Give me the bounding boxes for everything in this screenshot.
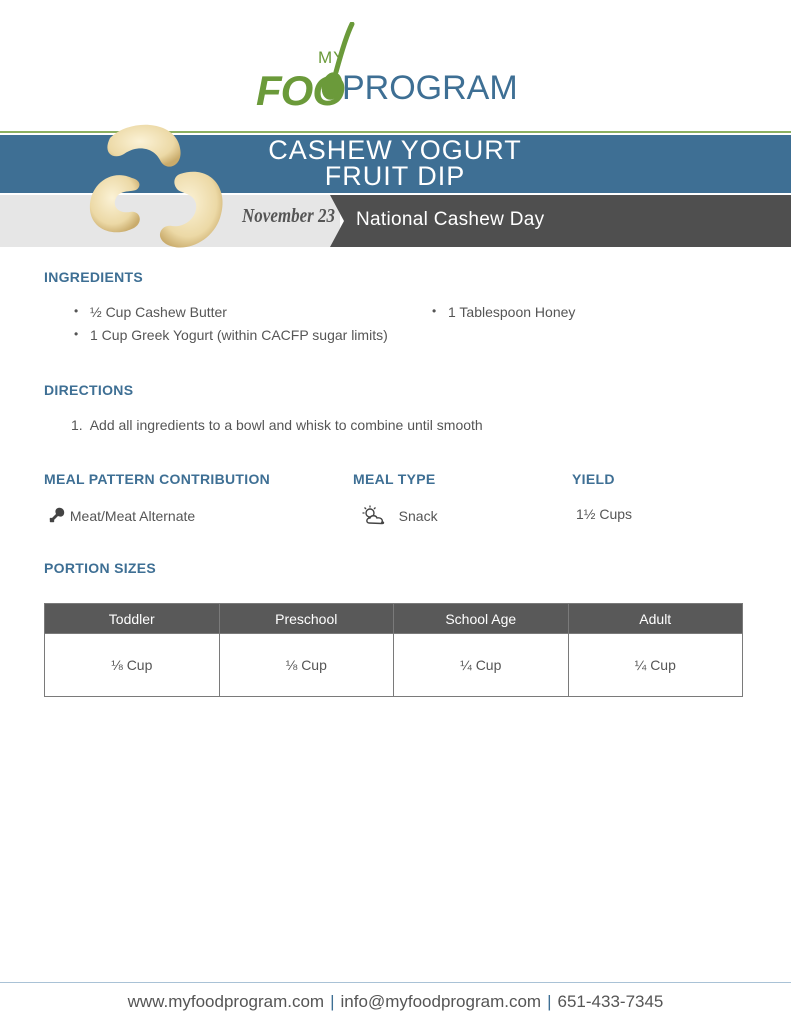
column-header-preschool: Preschool xyxy=(219,604,394,634)
logo-foo-text: FOO xyxy=(256,67,344,114)
drumstick-icon xyxy=(48,506,66,524)
table-row xyxy=(45,634,743,697)
logo-program-text: PROGRAM xyxy=(342,69,518,107)
recipe-title-line1: CASHEW YOGURT xyxy=(268,135,522,165)
table-header-row xyxy=(45,604,743,634)
column-header-school-age: School Age xyxy=(394,604,569,634)
footer-separator: | xyxy=(330,992,335,1011)
sun-cloud-icon xyxy=(361,505,387,525)
portion-sizes-table xyxy=(44,603,743,697)
recipe-date: November 23 xyxy=(242,205,336,227)
portion-sizes-heading: PORTION SIZES xyxy=(44,560,157,576)
directions-heading: DIRECTIONS xyxy=(44,382,134,398)
occasion-label: National Cashew Day xyxy=(356,209,545,230)
portion-school-age: ¼ Cup xyxy=(394,634,569,697)
footer-email-link[interactable]: info@myfoodprogram.com xyxy=(340,992,542,1011)
column-header-adult: Adult xyxy=(568,604,743,634)
brand-logo xyxy=(256,22,546,112)
footer-phone: 651-433-7345 xyxy=(557,992,664,1011)
meal-pattern-text: Meat/Meat Alternate xyxy=(69,508,196,524)
recipe-title-line2: FRUIT DIP xyxy=(324,161,466,191)
footer xyxy=(0,992,791,1012)
meal-pattern-value xyxy=(48,506,195,524)
step-number: 1. xyxy=(71,417,83,433)
ingredient-text: 1 Cup Greek Yogurt (within CACFP sugar limits) xyxy=(90,327,388,343)
logo-my-text: MY xyxy=(318,48,346,67)
meal-type-text: Snack xyxy=(398,508,438,524)
portion-adult: ¼ Cup xyxy=(568,634,743,697)
meal-type-heading: MEAL TYPE xyxy=(353,471,436,487)
meal-pattern-heading: MEAL PATTERN CONTRIBUTION xyxy=(44,471,271,487)
footer-website-link[interactable]: www.myfoodprogram.com xyxy=(127,992,325,1011)
ingredient-item: • ½ Cup Cashew Butter xyxy=(74,304,227,320)
meal-type-value xyxy=(361,505,438,525)
step-text: Add all ingredients to a bowl and whisk to combine until smooth xyxy=(89,417,483,433)
ingredients-heading: INGREDIENTS xyxy=(44,269,143,285)
yield-value: 1½ Cups xyxy=(576,506,633,522)
footer-separator: | xyxy=(547,992,552,1011)
ingredient-item: • 1 Cup Greek Yogurt (within CACFP sugar limits) xyxy=(74,327,388,343)
column-header-toddler: Toddler xyxy=(45,604,220,634)
cashews-image xyxy=(80,118,240,263)
ingredient-text: 1 Tablespoon Honey xyxy=(448,304,576,320)
ingredient-text: ½ Cup Cashew Butter xyxy=(90,304,227,320)
yield-heading: YIELD xyxy=(572,471,615,487)
footer-rule xyxy=(0,982,791,983)
direction-step xyxy=(71,417,483,433)
recipe-title xyxy=(200,137,590,189)
portion-toddler: ⅛ Cup xyxy=(45,634,220,697)
ingredient-item: • 1 Tablespoon Honey xyxy=(432,304,576,320)
portion-preschool: ⅛ Cup xyxy=(219,634,394,697)
